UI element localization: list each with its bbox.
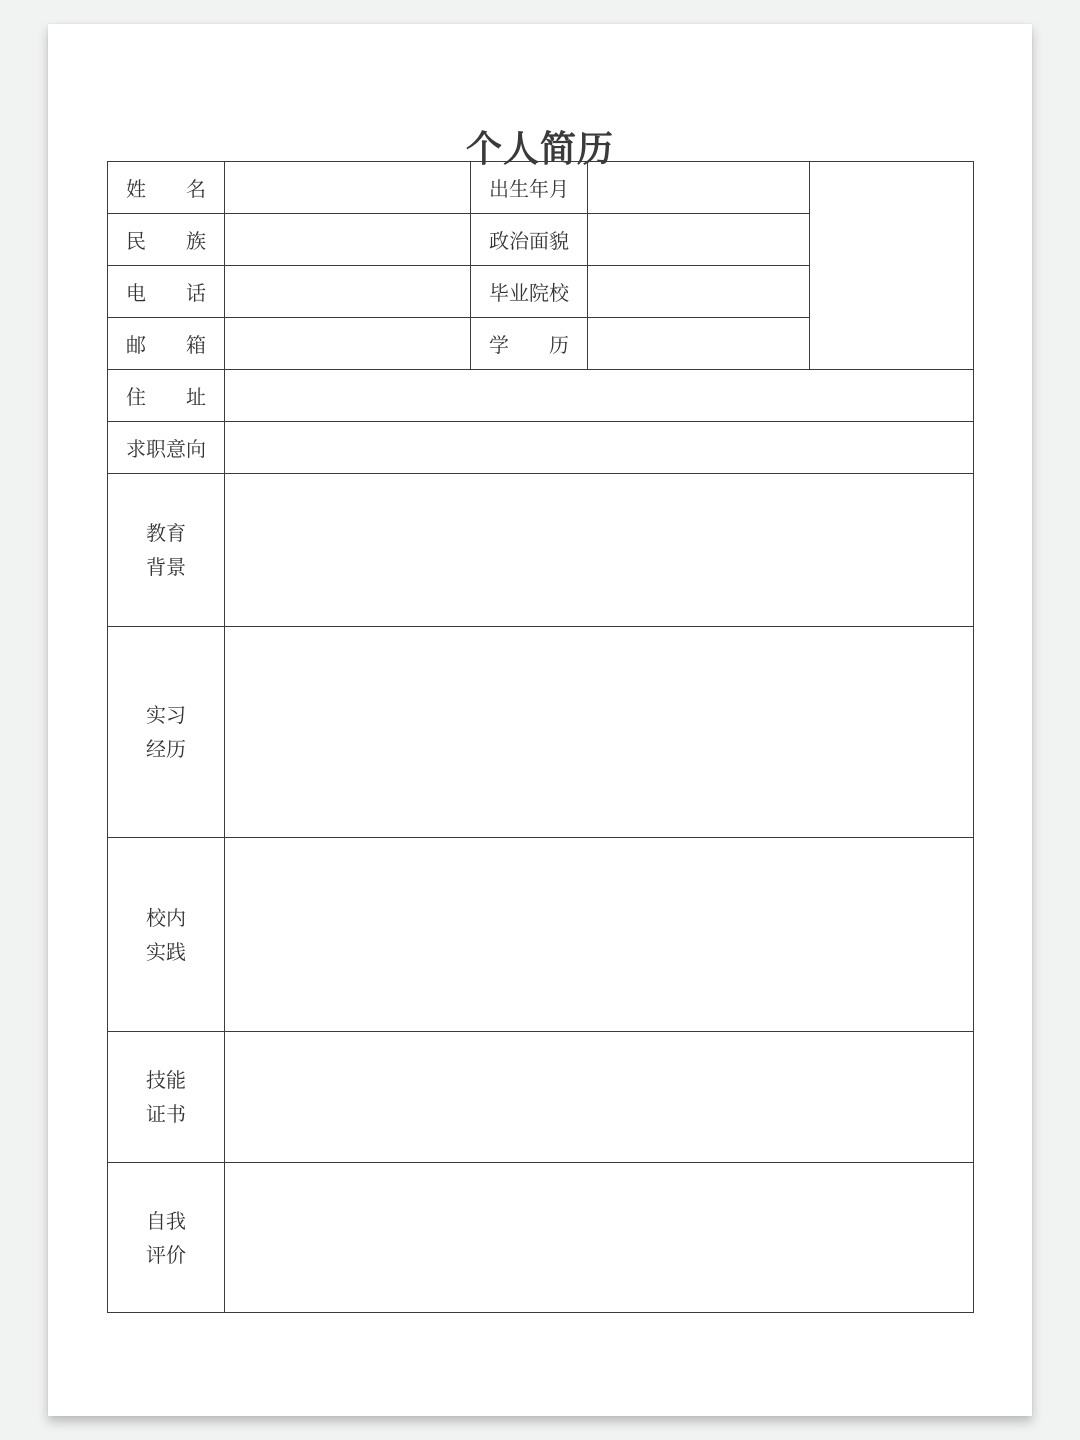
row-job-intention [108, 422, 974, 474]
row-skills-certificates [108, 1032, 974, 1163]
label-self-evaluation [108, 1163, 225, 1313]
label-political-status: 政治面貌 [471, 214, 588, 266]
label-email-char-1: 邮 [126, 333, 146, 357]
internship-field[interactable] [225, 627, 974, 838]
phone-field[interactable] [225, 266, 471, 318]
row-internship [108, 627, 974, 838]
label-phone-char-2: 话 [186, 281, 206, 305]
campus-practice-field[interactable] [225, 838, 974, 1032]
email-field[interactable] [225, 318, 471, 370]
label-name [108, 162, 225, 214]
label-degree-char-2: 历 [549, 333, 569, 357]
row-name [108, 162, 974, 214]
skills-certificates-field[interactable] [225, 1032, 974, 1163]
label-internship-line-2: 经历 [146, 737, 186, 761]
label-school: 毕业院校 [471, 266, 588, 318]
label-skills-certificates [108, 1032, 225, 1163]
label-education-line-1: 教育 [146, 521, 186, 545]
label-phone-char-1: 电 [126, 281, 146, 305]
page-title: 个人简历 [465, 129, 614, 170]
education-field[interactable] [225, 474, 974, 627]
label-address-char-1: 住 [126, 385, 146, 409]
label-internship-line-1: 实习 [146, 703, 186, 727]
job-intention-field[interactable] [225, 422, 974, 474]
ethnicity-field[interactable] [225, 214, 471, 266]
resume-table [107, 161, 974, 1313]
label-ethnicity-char-1: 民 [126, 229, 146, 253]
label-address-char-2: 址 [186, 385, 206, 409]
self-evaluation-field[interactable] [225, 1163, 974, 1313]
label-degree-char-1: 学 [489, 333, 509, 357]
label-phone [108, 266, 225, 318]
label-ethnicity [108, 214, 225, 266]
resume-paper [48, 24, 1032, 1416]
political-status-field[interactable] [588, 214, 810, 266]
label-campus-practice-line-2: 实践 [146, 939, 186, 964]
label-name-char-1: 姓 [126, 177, 146, 201]
address-field[interactable] [225, 370, 974, 422]
label-birth-date: 出生年月 [471, 162, 588, 214]
label-campus-practice [108, 838, 225, 1032]
birth-date-field[interactable] [588, 162, 810, 214]
label-skills-certificates-line-1: 技能 [146, 1068, 186, 1092]
row-education [108, 474, 974, 627]
label-job-intention: 求职意向 [108, 422, 225, 474]
label-education-line-2: 背景 [146, 555, 186, 579]
label-skills-certificates-line-2: 证书 [146, 1102, 186, 1126]
photo-area[interactable] [810, 162, 974, 370]
name-field[interactable] [225, 162, 471, 214]
label-education [108, 474, 225, 627]
label-email-char-2: 箱 [186, 333, 206, 357]
row-campus-practice [108, 838, 974, 1032]
label-name-char-2: 名 [186, 177, 206, 201]
label-email [108, 318, 225, 370]
label-campus-practice-line-1: 校内 [146, 905, 186, 930]
label-self-evaluation-line-2: 评价 [146, 1242, 186, 1267]
label-address [108, 370, 225, 422]
label-ethnicity-char-2: 族 [186, 229, 206, 253]
label-degree [471, 318, 588, 370]
label-self-evaluation-line-1: 自我 [146, 1208, 186, 1233]
row-address [108, 370, 974, 422]
degree-field[interactable] [588, 318, 810, 370]
label-internship [108, 627, 225, 838]
school-field[interactable] [588, 266, 810, 318]
row-self-evaluation [108, 1163, 974, 1313]
